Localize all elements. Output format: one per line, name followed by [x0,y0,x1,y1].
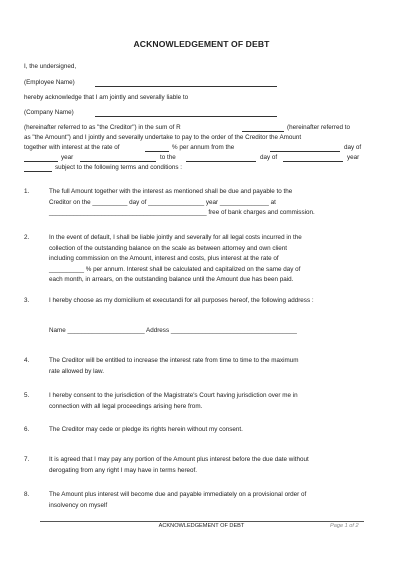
from-year-field[interactable] [80,155,156,162]
clause-line: connection with all legal proceedings arising here from. [49,402,203,410]
amount-field[interactable] [242,125,284,132]
employee-name-field[interactable] [95,80,277,87]
clause-line: Creditor on the __________ day of ________________ year ______________ at [49,198,276,206]
from-month-field[interactable] [24,155,58,162]
clause-4 [49,356,363,377]
clause-3 [49,296,363,307]
clause-number: 6. [24,426,30,433]
clause-line: I hereby choose as my domicilium et executandi for all purposes hereof, the following address : [49,297,314,304]
clause-7 [49,455,363,476]
clause-line: __________ % per annum. Interest shall be calculated and capitalized on the same day of [49,265,301,273]
clause-number: 8. [24,491,30,498]
clause-line: insolvency on myself [49,501,108,509]
interest-rate-field[interactable] [145,145,169,152]
clause-8 [49,490,363,511]
employee-name-label: (Employee Name) [24,79,75,86]
clause-line: derogating from any right I may have in terms hereof. [49,466,198,474]
clause-line: The Creditor may cede or pledge its rights herein without my consent. [49,426,243,433]
creditor-line-1b: (hereinafter referred to [287,124,350,131]
creditor-line-4d: year [347,154,360,161]
to-year-field[interactable] [24,165,52,172]
company-name-field[interactable] [95,110,277,117]
to-month-field[interactable] [283,155,343,162]
clause-line: including commission on the Amount, interest and costs, plus interest at the rate of [49,255,279,263]
undersigned-text: I, the undersigned, [24,63,77,70]
clause-number: 3. [24,297,30,304]
creditor-line-3a: together with interest at the rate of [24,144,120,151]
footer-divider [40,521,364,522]
clause-line: It is agreed that I may pay any portion of the Amount plus interest before the due date without [49,456,309,463]
company-name-label: (Company Name) [24,109,74,116]
creditor-line-4a: year [61,154,74,161]
clause-number: 2. [24,234,30,241]
to-day-field[interactable] [186,155,256,162]
clause-line: I hereby consent to the jurisdiction of the Magistrate's Court having jurisdiction over me in [49,392,298,399]
creditor-line-4c: day of [260,154,278,161]
creditor-line-5: subject to the following terms and conditions : [55,164,183,171]
clause-line: Name ______________________ Address ____________________________________ [49,327,297,334]
name-address-line[interactable] [49,326,363,337]
clause-number: 4. [24,357,30,364]
clause-number: 7. [24,456,30,463]
clause-number: 1. [24,188,30,195]
acknowledge-text: hereby acknowledge that I am jointly and severally liable to [24,94,189,101]
clause-6 [49,425,363,436]
clause-1 [49,187,363,219]
clause-2 [49,233,363,286]
clause-line: each month, in arrears, on the outstanding balance until the Amount due has been paid. [49,276,294,284]
page-number: Page 1 of 2 [330,523,359,529]
clause-line: collection of the outstanding balance on the scale as between attorney and own client [49,244,288,252]
clause-number: 5. [24,392,30,399]
footer-title: ACKNOWLEDGEMENT OF DEBT [158,523,245,529]
creditor-line-3b: % per annum from the [172,144,235,151]
creditor-line-1a: (hereinafter referred to as "the Creditor") in the sum of R [24,124,181,131]
clause-5 [49,391,363,412]
clause-line: rate allowed by law. [49,367,104,375]
clause-line: The Amount plus interest will become due and payable immediately on a provisional order of [49,491,307,498]
creditor-line-3c: day of [344,144,362,151]
clause-line: The Creditor will be entitled to increase the interest rate from time to time to the maximum [49,357,299,364]
clause-line: _____________________________________________ free of bank charges and commission. [49,209,315,217]
creditor-line-4b: to the [160,154,176,161]
document-title: ACKNOWLEDGEMENT OF DEBT [133,39,270,49]
creditor-line-2: as "the Amount") and I jointly and severally undertake to pay to the order of the Creditor the Amount [24,134,302,141]
from-day-field[interactable] [270,145,340,152]
clause-line: The full Amount together with the interest as mentioned shall be due and payable to the [49,188,293,195]
clause-line: In the event of default, I shall be liable jointly and severally for all legal costs incurred in the [49,234,302,241]
